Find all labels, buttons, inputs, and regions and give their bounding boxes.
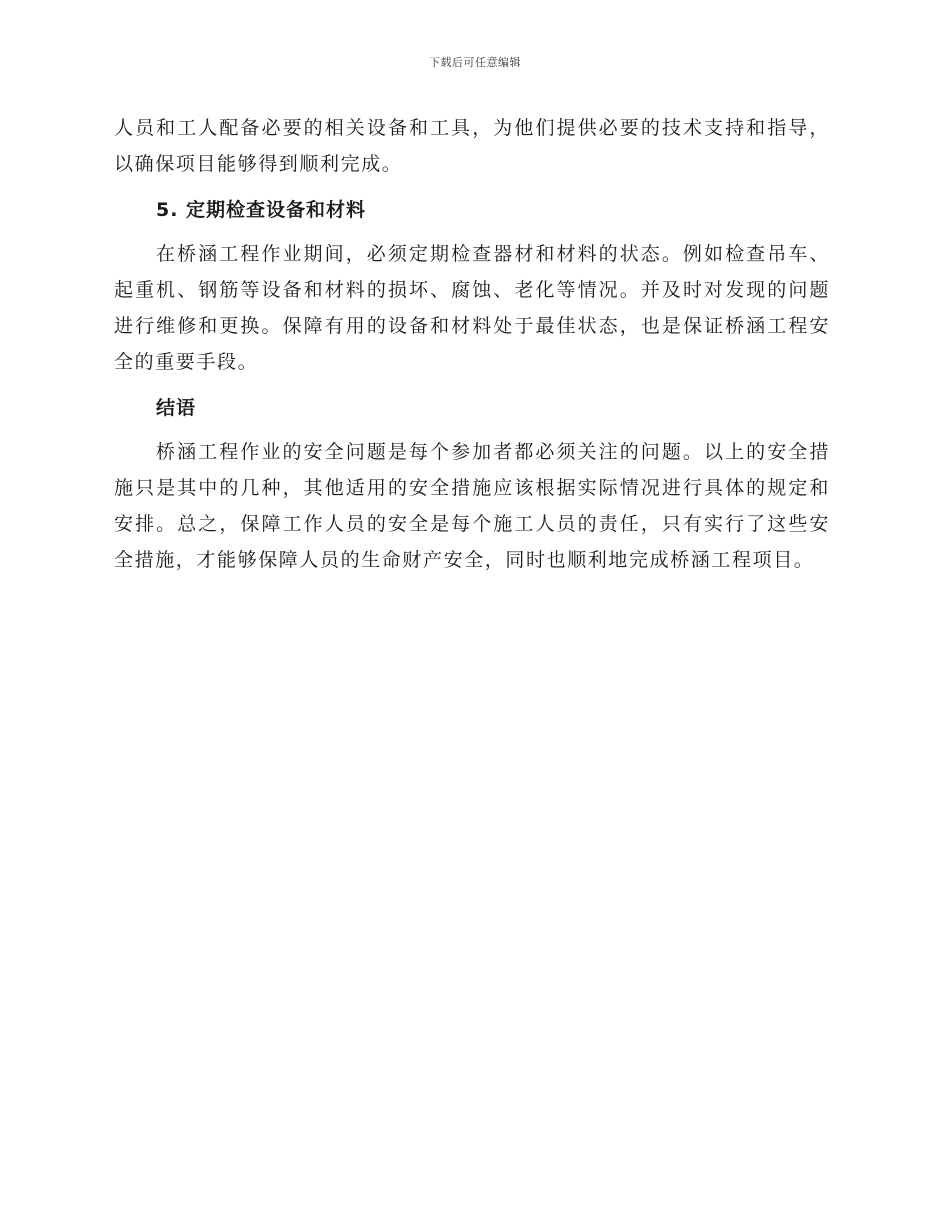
conclusion-heading: 结语 <box>156 397 197 419</box>
document-body <box>114 110 830 578</box>
page-header-note: 下载后可任意编辑 <box>429 56 521 69</box>
section-5-paragraph: 在桥涵工程作业期间，必须定期检查器材和材料的状态。例如检查吊车、起重机、钢筋等设备和材料的损坏、腐蚀、老化等情况。并及时对发现的问题进行维修和更换。保障有用的设备和材料处于最佳状态，也是保证桥涵工程安全的重要手段。 <box>114 243 830 373</box>
section-5-heading: 5. 定期检查设备和材料 <box>156 199 367 221</box>
continuation-paragraph: 人员和工人配备必要的相关设备和工具，为他们提供必要的技术支持和指导，以确保项目能够得到顺利完成。 <box>114 117 830 175</box>
conclusion-paragraph: 桥涵工程作业的安全问题是每个参加者都必须关注的问题。以上的安全措施只是其中的几种，其他适用的安全措施应该根据实际情况进行具体的规定和安排。总之，保障工作人员的安全是每个施工人员的责任，只有实行了这些安全措施，才能够保障人员的生命财产安全，同时也顺利地完成桥涵工程项目。 <box>114 441 830 571</box>
